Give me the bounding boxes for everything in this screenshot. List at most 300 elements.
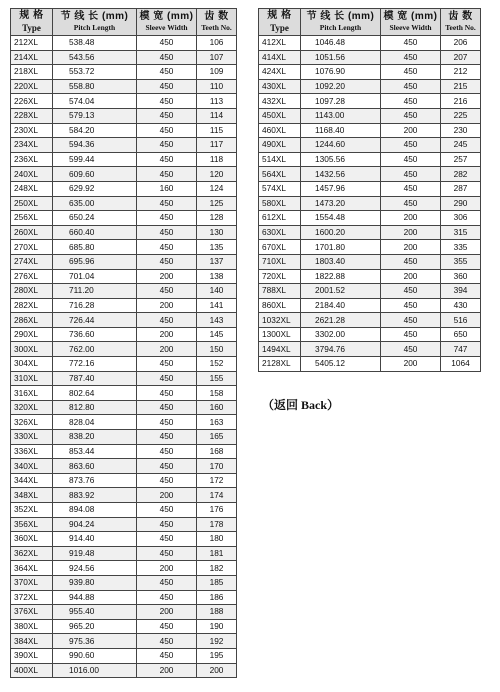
cell-pitch-length: 894.08	[53, 503, 137, 518]
cell-teeth-no: 107	[197, 50, 237, 65]
header-sleeve-width: 模 宽 (mm) Sleeve Width	[137, 9, 197, 36]
table-row	[259, 240, 481, 255]
table-row	[259, 36, 481, 51]
cell-type: 450XL	[259, 108, 301, 123]
cell-type: 1494XL	[259, 342, 301, 357]
cell-pitch-length: 904.24	[53, 517, 137, 532]
cell-teeth-no: 355	[441, 254, 481, 269]
table-row	[11, 488, 237, 503]
cell-sleeve-width: 200	[137, 561, 197, 576]
table-row	[11, 386, 237, 401]
cell-pitch-length: 1432.56	[301, 167, 381, 182]
cell-teeth-no: 192	[197, 634, 237, 649]
table-row	[11, 444, 237, 459]
header-sleeve-width: 模 宽 (mm) Sleeve Width	[381, 9, 441, 36]
cell-type: 424XL	[259, 65, 301, 80]
cell-teeth-no: 186	[197, 590, 237, 605]
cell-teeth-no: 125	[197, 196, 237, 211]
cell-teeth-no: 138	[197, 269, 237, 284]
cell-type: 360XL	[11, 532, 53, 547]
cell-sleeve-width: 450	[137, 65, 197, 80]
cell-type: 256XL	[11, 211, 53, 226]
table-row	[11, 517, 237, 532]
cell-type: 276XL	[11, 269, 53, 284]
cell-teeth-no: 115	[197, 123, 237, 138]
cell-type: 376XL	[11, 605, 53, 620]
cell-type: 460XL	[259, 123, 301, 138]
cell-sleeve-width: 450	[381, 152, 441, 167]
cell-teeth-no: 165	[197, 430, 237, 445]
cell-sleeve-width: 450	[137, 313, 197, 328]
cell-teeth-no: 150	[197, 342, 237, 357]
cell-type: 380XL	[11, 619, 53, 634]
table-row	[11, 357, 237, 372]
cell-teeth-no: 160	[197, 400, 237, 415]
cell-sleeve-width: 450	[381, 167, 441, 182]
cell-type: 280XL	[11, 284, 53, 299]
cell-type: 362XL	[11, 546, 53, 561]
cell-teeth-no: 306	[441, 211, 481, 226]
cell-pitch-length: 1305.56	[301, 152, 381, 167]
cell-sleeve-width: 450	[137, 225, 197, 240]
cell-type: 336XL	[11, 444, 53, 459]
table-row	[11, 138, 237, 153]
table-row	[11, 269, 237, 284]
cell-pitch-length: 736.60	[53, 327, 137, 342]
table-row	[11, 415, 237, 430]
cell-sleeve-width: 450	[137, 94, 197, 109]
cell-type: 214XL	[11, 50, 53, 65]
cell-sleeve-width: 450	[137, 400, 197, 415]
cell-type: 250XL	[11, 196, 53, 211]
cell-type: 430XL	[259, 79, 301, 94]
cell-type: 384XL	[11, 634, 53, 649]
cell-type: 710XL	[259, 254, 301, 269]
cell-pitch-length: 873.76	[53, 473, 137, 488]
cell-pitch-length: 711.20	[53, 284, 137, 299]
cell-pitch-length: 812.80	[53, 400, 137, 415]
cell-pitch-length: 1016.00	[53, 663, 137, 678]
cell-type: 1300XL	[259, 327, 301, 342]
table-row	[11, 298, 237, 313]
cell-type: 370XL	[11, 575, 53, 590]
cell-sleeve-width: 450	[137, 590, 197, 605]
cell-pitch-length: 695.96	[53, 254, 137, 269]
table-row	[11, 561, 237, 576]
cell-sleeve-width: 450	[137, 123, 197, 138]
cell-type: 580XL	[259, 196, 301, 211]
cell-pitch-length: 584.20	[53, 123, 137, 138]
cell-teeth-no: 110	[197, 79, 237, 94]
cell-type: 212XL	[11, 36, 53, 51]
cell-type: 316XL	[11, 386, 53, 401]
cell-pitch-length: 543.56	[53, 50, 137, 65]
table-row	[259, 50, 481, 65]
table-row	[259, 108, 481, 123]
cell-type: 432XL	[259, 94, 301, 109]
cell-teeth-no: 145	[197, 327, 237, 342]
table-body-right	[259, 36, 481, 372]
cell-teeth-no: 152	[197, 357, 237, 372]
cell-pitch-length: 650.24	[53, 211, 137, 226]
table-row	[259, 269, 481, 284]
belt-spec-table-left	[10, 8, 237, 678]
table-row	[11, 181, 237, 196]
cell-type: 326XL	[11, 415, 53, 430]
cell-type: 720XL	[259, 269, 301, 284]
cell-sleeve-width: 450	[137, 415, 197, 430]
cell-pitch-length: 863.60	[53, 459, 137, 474]
cell-pitch-length: 2621.28	[301, 313, 381, 328]
cell-type: 340XL	[11, 459, 53, 474]
cell-sleeve-width: 450	[137, 430, 197, 445]
cell-sleeve-width: 200	[137, 663, 197, 678]
table-row	[11, 546, 237, 561]
table-row	[11, 400, 237, 415]
table-row	[11, 152, 237, 167]
cell-teeth-no: 137	[197, 254, 237, 269]
cell-sleeve-width: 450	[137, 503, 197, 518]
cell-sleeve-width: 450	[137, 371, 197, 386]
cell-sleeve-width: 450	[137, 50, 197, 65]
cell-pitch-length: 1244.60	[301, 138, 381, 153]
cell-teeth-no: 206	[441, 36, 481, 51]
cell-pitch-length: 1143.00	[301, 108, 381, 123]
cell-pitch-length: 1168.40	[301, 123, 381, 138]
cell-sleeve-width: 200	[381, 225, 441, 240]
table-row	[259, 94, 481, 109]
cell-pitch-length: 629.92	[53, 181, 137, 196]
cell-pitch-length: 1600.20	[301, 225, 381, 240]
cell-sleeve-width: 450	[137, 36, 197, 51]
cell-type: 260XL	[11, 225, 53, 240]
cell-pitch-length: 716.28	[53, 298, 137, 313]
table-row	[259, 123, 481, 138]
cell-pitch-length: 838.20	[53, 430, 137, 445]
cell-type: 236XL	[11, 152, 53, 167]
cell-type: 860XL	[259, 298, 301, 313]
cell-type: 2128XL	[259, 357, 301, 372]
cell-sleeve-width: 450	[137, 167, 197, 182]
cell-teeth-no: 120	[197, 167, 237, 182]
cell-teeth-no: 163	[197, 415, 237, 430]
cell-teeth-no: 195	[197, 648, 237, 663]
cell-pitch-length: 5405.12	[301, 357, 381, 372]
cell-teeth-no: 117	[197, 138, 237, 153]
cell-type: 304XL	[11, 357, 53, 372]
cell-teeth-no: 430	[441, 298, 481, 313]
cell-pitch-length: 1554.48	[301, 211, 381, 226]
cell-sleeve-width: 160	[137, 181, 197, 196]
table-row	[259, 225, 481, 240]
cell-pitch-length: 853.44	[53, 444, 137, 459]
cell-teeth-no: 230	[441, 123, 481, 138]
cell-pitch-length: 955.40	[53, 605, 137, 620]
cell-type: 274XL	[11, 254, 53, 269]
cell-sleeve-width: 450	[137, 240, 197, 255]
cell-type: 564XL	[259, 167, 301, 182]
cell-teeth-no: 181	[197, 546, 237, 561]
table-row	[11, 196, 237, 211]
cell-type: 218XL	[11, 65, 53, 80]
cell-type: 240XL	[11, 167, 53, 182]
cell-pitch-length: 1051.56	[301, 50, 381, 65]
cell-sleeve-width: 200	[137, 488, 197, 503]
cell-pitch-length: 772.16	[53, 357, 137, 372]
cell-sleeve-width: 200	[381, 211, 441, 226]
cell-pitch-length: 1803.40	[301, 254, 381, 269]
cell-sleeve-width: 200	[137, 327, 197, 342]
cell-type: 612XL	[259, 211, 301, 226]
cell-pitch-length: 685.80	[53, 240, 137, 255]
table-row	[11, 459, 237, 474]
cell-pitch-length: 609.60	[53, 167, 137, 182]
cell-sleeve-width: 450	[137, 254, 197, 269]
table-row	[259, 211, 481, 226]
cell-teeth-no: 141	[197, 298, 237, 313]
cell-pitch-length: 579.13	[53, 108, 137, 123]
cell-sleeve-width: 450	[137, 284, 197, 299]
header-teeth-no: 齿 数 Teeth No.	[441, 9, 481, 36]
cell-sleeve-width: 200	[381, 123, 441, 138]
cell-type: 414XL	[259, 50, 301, 65]
table-row	[11, 327, 237, 342]
table-row	[11, 167, 237, 182]
cell-pitch-length: 1097.28	[301, 94, 381, 109]
table-row	[11, 473, 237, 488]
cell-sleeve-width: 450	[137, 196, 197, 211]
cell-type: 514XL	[259, 152, 301, 167]
header-teeth-no: 齿 数 Teeth No.	[197, 9, 237, 36]
cell-pitch-length: 599.44	[53, 152, 137, 167]
cell-type: 788XL	[259, 284, 301, 299]
cell-sleeve-width: 450	[137, 575, 197, 590]
cell-pitch-length: 1076.90	[301, 65, 381, 80]
cell-type: 574XL	[259, 181, 301, 196]
table-row	[259, 196, 481, 211]
cell-pitch-length: 1473.20	[301, 196, 381, 211]
cell-pitch-length: 787.40	[53, 371, 137, 386]
cell-type: 400XL	[11, 663, 53, 678]
cell-type: 290XL	[11, 327, 53, 342]
header-type: 规 格 Type	[259, 9, 301, 36]
cell-pitch-length: 3302.00	[301, 327, 381, 342]
cell-pitch-length: 975.36	[53, 634, 137, 649]
cell-sleeve-width: 200	[137, 269, 197, 284]
cell-type: 372XL	[11, 590, 53, 605]
table-row	[11, 371, 237, 386]
cell-teeth-no: 282	[441, 167, 481, 182]
cell-pitch-length: 762.00	[53, 342, 137, 357]
cell-teeth-no: 180	[197, 532, 237, 547]
cell-type: 228XL	[11, 108, 53, 123]
cell-teeth-no: 216	[441, 94, 481, 109]
cell-sleeve-width: 450	[381, 36, 441, 51]
cell-sleeve-width: 450	[137, 152, 197, 167]
cell-sleeve-width: 450	[381, 181, 441, 196]
cell-teeth-no: 257	[441, 152, 481, 167]
table-row	[11, 663, 237, 678]
cell-sleeve-width: 450	[381, 94, 441, 109]
cell-sleeve-width: 450	[137, 357, 197, 372]
cell-pitch-length: 660.40	[53, 225, 137, 240]
cell-type: 248XL	[11, 181, 53, 196]
table-row	[11, 108, 237, 123]
cell-teeth-no: 118	[197, 152, 237, 167]
cell-sleeve-width: 450	[137, 546, 197, 561]
cell-sleeve-width: 450	[381, 313, 441, 328]
cell-pitch-length: 990.60	[53, 648, 137, 663]
cell-teeth-no: 1064	[441, 357, 481, 372]
cell-pitch-length: 914.40	[53, 532, 137, 547]
cell-teeth-no: 212	[441, 65, 481, 80]
cell-type: 412XL	[259, 36, 301, 51]
cell-pitch-length: 538.48	[53, 36, 137, 51]
cell-sleeve-width: 450	[137, 532, 197, 547]
cell-teeth-no: 174	[197, 488, 237, 503]
cell-sleeve-width: 450	[137, 459, 197, 474]
cell-sleeve-width: 450	[137, 473, 197, 488]
table-row	[11, 605, 237, 620]
cell-type: 300XL	[11, 342, 53, 357]
table-row	[11, 619, 237, 634]
cell-sleeve-width: 450	[381, 138, 441, 153]
back-link[interactable]: （返回 Back）	[262, 398, 340, 412]
cell-type: 286XL	[11, 313, 53, 328]
cell-sleeve-width: 450	[381, 108, 441, 123]
cell-type: 230XL	[11, 123, 53, 138]
cell-teeth-no: 225	[441, 108, 481, 123]
cell-type: 1032XL	[259, 313, 301, 328]
table-row	[11, 532, 237, 547]
cell-teeth-no: 170	[197, 459, 237, 474]
cell-sleeve-width: 450	[137, 138, 197, 153]
cell-teeth-no: 113	[197, 94, 237, 109]
cell-teeth-no: 185	[197, 575, 237, 590]
cell-teeth-no: 287	[441, 181, 481, 196]
cell-pitch-length: 594.36	[53, 138, 137, 153]
cell-type: 352XL	[11, 503, 53, 518]
table-row	[259, 342, 481, 357]
cell-type: 348XL	[11, 488, 53, 503]
table-row	[259, 152, 481, 167]
cell-type: 220XL	[11, 79, 53, 94]
cell-teeth-no: 188	[197, 605, 237, 620]
table-row	[259, 254, 481, 269]
table-row	[11, 648, 237, 663]
cell-sleeve-width: 450	[137, 444, 197, 459]
table-row	[11, 590, 237, 605]
cell-sleeve-width: 200	[381, 269, 441, 284]
table-row	[11, 79, 237, 94]
table-row	[11, 634, 237, 649]
cell-teeth-no: 168	[197, 444, 237, 459]
table-row	[259, 138, 481, 153]
cell-sleeve-width: 450	[137, 386, 197, 401]
cell-type: 234XL	[11, 138, 53, 153]
table-row	[259, 65, 481, 80]
cell-teeth-no: 158	[197, 386, 237, 401]
cell-pitch-length: 1701.80	[301, 240, 381, 255]
cell-teeth-no: 290	[441, 196, 481, 211]
cell-pitch-length: 553.72	[53, 65, 137, 80]
cell-type: 364XL	[11, 561, 53, 576]
table-row	[259, 79, 481, 94]
table-row	[11, 342, 237, 357]
cell-teeth-no: 200	[197, 663, 237, 678]
cell-sleeve-width: 200	[137, 605, 197, 620]
cell-teeth-no: 394	[441, 284, 481, 299]
belt-spec-table-right	[258, 8, 481, 372]
cell-teeth-no: 128	[197, 211, 237, 226]
cell-sleeve-width: 450	[137, 648, 197, 663]
cell-sleeve-width: 450	[137, 619, 197, 634]
cell-pitch-length: 3794.76	[301, 342, 381, 357]
cell-pitch-length: 1822.88	[301, 269, 381, 284]
cell-sleeve-width: 200	[137, 298, 197, 313]
cell-sleeve-width: 450	[137, 108, 197, 123]
cell-sleeve-width: 450	[381, 65, 441, 80]
cell-pitch-length: 1457.96	[301, 181, 381, 196]
cell-teeth-no: 190	[197, 619, 237, 634]
cell-teeth-no: 182	[197, 561, 237, 576]
table-row	[11, 94, 237, 109]
header-type: 规 格 Type	[11, 9, 53, 36]
header-pitch-length: 节 线 长 (mm) Pitch Length	[301, 9, 381, 36]
cell-teeth-no: 245	[441, 138, 481, 153]
table-header-row	[11, 9, 237, 36]
cell-pitch-length: 2001.52	[301, 284, 381, 299]
cell-teeth-no: 143	[197, 313, 237, 328]
cell-type: 356XL	[11, 517, 53, 532]
cell-pitch-length: 701.04	[53, 269, 137, 284]
cell-type: 226XL	[11, 94, 53, 109]
cell-teeth-no: 130	[197, 225, 237, 240]
table-row	[11, 65, 237, 80]
table-row	[11, 254, 237, 269]
table-row	[11, 575, 237, 590]
cell-sleeve-width: 450	[137, 517, 197, 532]
cell-teeth-no: 114	[197, 108, 237, 123]
cell-teeth-no: 335	[441, 240, 481, 255]
cell-sleeve-width: 200	[381, 357, 441, 372]
cell-type: 270XL	[11, 240, 53, 255]
cell-teeth-no: 207	[441, 50, 481, 65]
table-row	[259, 181, 481, 196]
cell-teeth-no: 315	[441, 225, 481, 240]
cell-sleeve-width: 450	[137, 634, 197, 649]
cell-type: 670XL	[259, 240, 301, 255]
table-row	[259, 167, 481, 182]
cell-sleeve-width: 450	[381, 298, 441, 313]
table-row	[259, 313, 481, 328]
cell-sleeve-width: 450	[137, 79, 197, 94]
table-row	[11, 50, 237, 65]
cell-sleeve-width: 450	[381, 284, 441, 299]
cell-teeth-no: 109	[197, 65, 237, 80]
table-row	[11, 36, 237, 51]
cell-teeth-no: 215	[441, 79, 481, 94]
cell-type: 320XL	[11, 400, 53, 415]
cell-sleeve-width: 450	[381, 342, 441, 357]
cell-type: 310XL	[11, 371, 53, 386]
table-row	[259, 327, 481, 342]
cell-teeth-no: 135	[197, 240, 237, 255]
table-header-row	[259, 9, 481, 36]
cell-sleeve-width: 450	[381, 254, 441, 269]
cell-pitch-length: 924.56	[53, 561, 137, 576]
cell-type: 390XL	[11, 648, 53, 663]
